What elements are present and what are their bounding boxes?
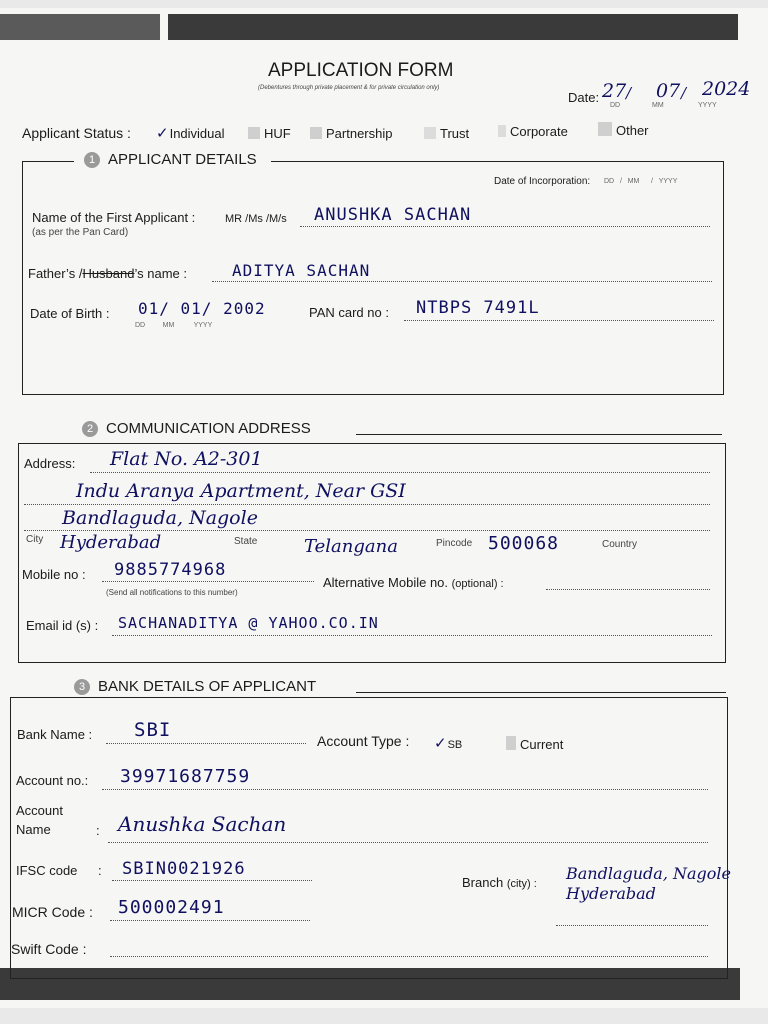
pan-value[interactable]: NTBPS 7491L: [416, 298, 540, 318]
account-type-label: Account Type :: [317, 733, 410, 749]
pan-line: [404, 320, 714, 321]
dob-hint: DD MM YYYY: [135, 322, 213, 329]
status-option-label: Other: [616, 123, 649, 138]
section-title-text: COMMUNICATION ADDRESS: [106, 420, 311, 437]
checkbox[interactable]: [506, 736, 516, 750]
father-label-pre: Father’s /: [28, 266, 83, 281]
checkbox[interactable]: [248, 127, 260, 139]
father-name-value[interactable]: ADITYA SACHAN: [232, 261, 371, 280]
father-label-post: ’s name :: [134, 266, 187, 281]
branch-city-hint: (city) :: [506, 878, 537, 890]
first-applicant-label: Name of the First Applicant :: [32, 210, 196, 225]
date-dd-hint: DD: [610, 102, 621, 109]
date-day[interactable]: 27: [602, 80, 627, 102]
swift-line: [110, 956, 708, 957]
account-no-value[interactable]: 39971687759: [120, 766, 251, 787]
ifsc-label: IFSC code: [16, 863, 78, 878]
checkbox[interactable]: [424, 127, 436, 139]
bank-name-value[interactable]: SBI: [134, 719, 172, 741]
status-option-corporate[interactable]: [498, 124, 568, 139]
country-label: Country: [602, 539, 638, 550]
account-name-label-2: Name: [16, 822, 51, 837]
account-type-sb[interactable]: [434, 734, 462, 752]
address-line-2: [24, 504, 710, 505]
status-option-label: HUF: [264, 126, 291, 141]
dob-label: Date of Birth :: [30, 306, 110, 321]
checkmark-icon: ✓: [434, 735, 447, 752]
date-sep-1: /: [626, 84, 632, 102]
first-applicant-value[interactable]: ANUSHKA SACHAN: [314, 205, 472, 225]
account-name-value[interactable]: Anushka Sachan: [118, 812, 287, 836]
status-option-label: Corporate: [510, 124, 568, 139]
ifsc-line: [112, 880, 312, 881]
branch-line: [556, 925, 708, 926]
alt-mobile-line: [546, 589, 710, 590]
account-no-label: Account no.:: [16, 773, 89, 788]
account-name-colon: :: [96, 823, 100, 838]
section-bank-details-title: [64, 678, 336, 695]
address-line-1: [90, 472, 710, 473]
section-number-badge: 2: [82, 421, 98, 437]
state-value[interactable]: Telangana: [304, 536, 398, 557]
alt-mobile-label-text: Alternative Mobile no.: [323, 575, 449, 590]
mobile-label: Mobile no :: [22, 567, 86, 582]
micr-label: MICR Code :: [12, 904, 93, 920]
micr-line: [110, 920, 310, 921]
applicant-status-label: Applicant Status :: [22, 125, 131, 141]
salutation-text: MR /Ms /M/s: [225, 213, 287, 225]
mobile-note: (Send all notifications to this number): [106, 588, 238, 597]
account-name-line: [108, 842, 708, 843]
date-year[interactable]: 2024: [702, 78, 751, 100]
ifsc-value[interactable]: SBIN0021926: [122, 859, 246, 879]
pincode-label: Pincode: [436, 538, 473, 549]
address-line-2-value[interactable]: Indu Aranya Apartment, Near GSI: [76, 480, 406, 502]
account-type-current[interactable]: [506, 736, 563, 752]
bank-name-line: [106, 743, 306, 744]
date-yyyy-hint: YYYY: [698, 102, 717, 109]
pan-label: PAN card no :: [309, 305, 389, 320]
status-option-label: Partnership: [326, 126, 393, 141]
checkmark-icon: ✓: [156, 125, 169, 142]
pincode-value[interactable]: 500068: [488, 533, 560, 554]
status-option-huf[interactable]: [248, 126, 291, 141]
city-label: City: [26, 534, 44, 545]
application-form-page: [0, 8, 768, 1008]
email-line: [112, 635, 712, 636]
address-line-1-value[interactable]: Flat No. A2-301: [110, 448, 263, 470]
dob-value[interactable]: 01/ 01/ 2002: [138, 299, 266, 318]
account-name-label-1: Account: [16, 803, 63, 818]
date-mm-hint: MM: [652, 102, 664, 109]
form-title: APPLICATION FORM: [268, 60, 454, 81]
status-option-label: Trust: [440, 126, 470, 141]
date-label: Date:: [568, 90, 600, 105]
section-title-text: BANK DETAILS OF APPLICANT: [98, 678, 317, 695]
account-type-sb-label: SB: [447, 739, 463, 751]
alt-mobile-optional: (optional) :: [451, 578, 504, 590]
alt-mobile-label: [323, 575, 504, 590]
section-number-badge: 1: [84, 152, 100, 168]
status-option-trust[interactable]: [424, 126, 469, 141]
state-label: State: [234, 536, 258, 547]
address-line-3: [24, 530, 710, 531]
section3-top-rule: [356, 692, 726, 693]
checkbox[interactable]: [498, 125, 506, 137]
status-option-individual[interactable]: [156, 124, 225, 142]
status-option-label: Individual: [169, 126, 225, 141]
account-no-line: [102, 789, 708, 790]
account-type-current-label: Current: [520, 737, 564, 752]
status-option-partnership[interactable]: [310, 126, 392, 141]
top-border-bar-right: [168, 14, 738, 40]
swift-label: Swift Code :: [11, 941, 87, 957]
branch-value-line-1[interactable]: Bandlaguda, Nagole: [566, 864, 731, 883]
mobile-line: [102, 581, 314, 582]
checkbox[interactable]: [310, 127, 322, 139]
email-label: Email id (s) :: [26, 618, 99, 633]
branch-label-text: Branch: [462, 875, 504, 890]
form-subtitle: (Debentures through private placement & for private circulation only): [258, 85, 440, 91]
ifsc-colon: :: [98, 863, 102, 878]
branch-label: [462, 875, 537, 890]
section2-top-rule: [356, 434, 722, 435]
branch-value-line-2[interactable]: Hyderabad: [566, 884, 656, 903]
address-line-3-value[interactable]: Bandlaguda, Nagole: [62, 507, 258, 529]
first-applicant-line: [300, 226, 710, 227]
father-name-line: [212, 281, 712, 282]
city-value[interactable]: Hyderabad: [60, 532, 162, 553]
section-number-badge: 3: [74, 679, 90, 695]
date-month[interactable]: 07: [656, 80, 681, 102]
address-label: Address:: [24, 456, 76, 471]
father-name-label: [28, 266, 187, 281]
date-sep-2: /: [681, 84, 687, 102]
incorporation-date-label: Date of Incorporation:: [494, 176, 591, 187]
father-label-strike: Husband: [82, 266, 135, 281]
section-communication-address-title: [72, 420, 331, 437]
section-title-text: APPLICANT DETAILS: [108, 151, 257, 168]
incorporation-date-hint: DD / MM / YYYY: [604, 178, 678, 185]
section-applicant-details-title: [74, 151, 271, 168]
top-border-bar: [0, 14, 160, 40]
bank-name-label: Bank Name :: [17, 727, 93, 742]
pan-card-note: (as per the Pan Card): [32, 227, 129, 238]
email-value[interactable]: SACHANADITYA @ YAHOO.CO.IN: [118, 614, 379, 632]
micr-value[interactable]: 500002491: [118, 897, 225, 918]
checkbox[interactable]: [598, 122, 612, 136]
mobile-value[interactable]: 9885774968: [114, 560, 227, 580]
status-option-other[interactable]: [598, 122, 649, 138]
